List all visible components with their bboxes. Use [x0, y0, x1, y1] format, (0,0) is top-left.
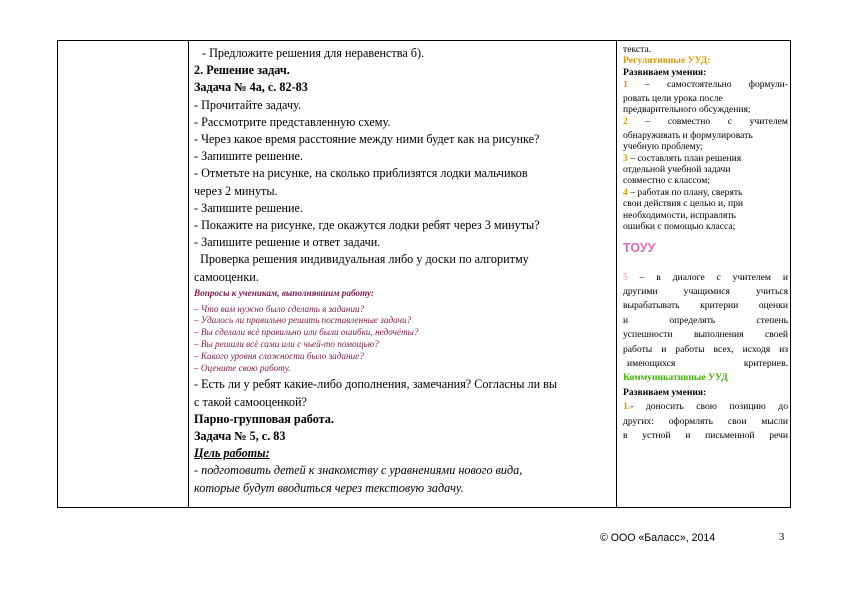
develop-skills-label: Развиваем умения: — [623, 386, 707, 398]
task-step: - Запишите решение. — [194, 149, 303, 164]
toy-heading: ТОУУ — [623, 240, 656, 255]
pair-work-heading: Парно-групповая работа. — [194, 411, 334, 426]
page-number: 3 — [779, 532, 785, 543]
reg-item-4: 4 – работая по плану, сверять — [623, 186, 743, 198]
task-step: - Рассмотрите представленную схему. — [194, 114, 391, 129]
task-step: - Покажите на рисунке, где окажутся лодки ребят через 3 минуты? — [194, 218, 540, 233]
item-number: 5 — [623, 271, 628, 283]
item-number: 2 — [623, 116, 628, 128]
reg-item-2: 2 – совместно с учителем — [623, 116, 788, 128]
uud-column: текста. Регулятивные УУД: Развиваем умения: 1 – самостоятельно формули- ровать цели урока после предварительного обсуждения; 2 – совместно с учителем обнаруживать и формулировать учебную проблему; 3 – составлять план решения отдельной учебной задачи совместно с классом; 4 – работая по плану, сверять свои действия с целью и, при необходимости, исправлять ошибки с помощью класса; ТОУУ 5 – в диалоге с учителем и другими учащимися учиться вырабатывать критерии оценки и определять степень успешности выполнения своей работы и работы всех, исходя из имеющихся критериев. Коммуникативные УУД Развиваем умения: 1.- доносить свою позицию до других: оформлять свои мысли в устной и письменной речи — [623, 44, 788, 441]
task-step: - Отметьте на рисунке, на сколько приблизятся лодки мальчиков — [194, 166, 528, 181]
item-number: 1 — [623, 79, 628, 91]
section-heading: 2. Решение задач. — [194, 63, 290, 78]
question-item: – Оцените свою работу. — [194, 362, 291, 373]
communicative-title: Коммуникативные УУД — [623, 372, 728, 384]
question-item: – Удалось ли правильно решить поставленные задачи? — [194, 315, 412, 326]
item-number: 1. — [623, 401, 631, 413]
reg-item-1: 1 – самостоятельно формули- — [623, 79, 788, 91]
task-1-title: Задача № 4а, с. 82-83 — [194, 80, 308, 95]
task-step: самооценки. — [194, 269, 259, 284]
lesson-table — [57, 40, 791, 508]
goal-line: - подготовить детей к знакомству с уравнениями нового вида, — [194, 463, 523, 478]
copyright: © ООО «Баласс», 2014 — [600, 532, 716, 544]
questions-title: Вопросы к ученикам, выполнявшим работу: — [194, 287, 374, 298]
task-step: - Запишите решение. — [194, 200, 303, 215]
task-2-title: Задача № 5, с. 83 — [194, 429, 286, 444]
lesson-content-column — [194, 45, 614, 497]
question-item: – Что вам нужно было сделать в задании? — [194, 303, 365, 314]
task-step: - Через какое время расстояние между ними будет как на рисунке? — [194, 132, 540, 147]
comm-item-1: 1.- доносить свою позицию до — [623, 401, 788, 413]
regulatory-title: Регулятивные УУД: — [623, 55, 711, 67]
task-step: через 2 минуты. — [194, 183, 278, 198]
extra-question: - Есть ли у ребят какие-либо дополнения, замечания? Согласны ли вы — [194, 377, 558, 392]
develop-skills-label: Развиваем умения: — [623, 66, 707, 78]
item-number: 3 — [623, 152, 628, 164]
question-item: – Вы сделали всё правильно или были ошибки, недочёты? — [194, 327, 419, 338]
item-number: 4 — [623, 186, 628, 198]
extra-question: с такой самооценкой? — [194, 394, 307, 409]
question-item: – Вы решили всё сами или с чьей-то помощью? — [194, 339, 379, 350]
column-divider-1 — [188, 41, 189, 507]
task-step: - Прочитайте задачу. — [194, 97, 302, 112]
goal-title: Цель работы: — [194, 446, 270, 461]
column-divider-2 — [616, 41, 617, 507]
text-continuation: текста. — [623, 44, 652, 55]
task-step: - Запишите решение и ответ задачи. — [194, 235, 381, 250]
task-step: Проверка решения индивидуальная либо у доски по алгоритму — [194, 252, 529, 267]
reg-item-3: 3 – составлять план решения — [623, 152, 742, 164]
inequality-prompt: - Предложите решения для неравенства б). — [202, 46, 425, 60]
question-item: – Какого уровня сложности было задание? — [194, 350, 364, 361]
assessment-item-5: 5 – в диалоге с учителем и — [623, 271, 788, 283]
goal-line: которые будут вводиться через текстовую задачу. — [194, 480, 464, 495]
